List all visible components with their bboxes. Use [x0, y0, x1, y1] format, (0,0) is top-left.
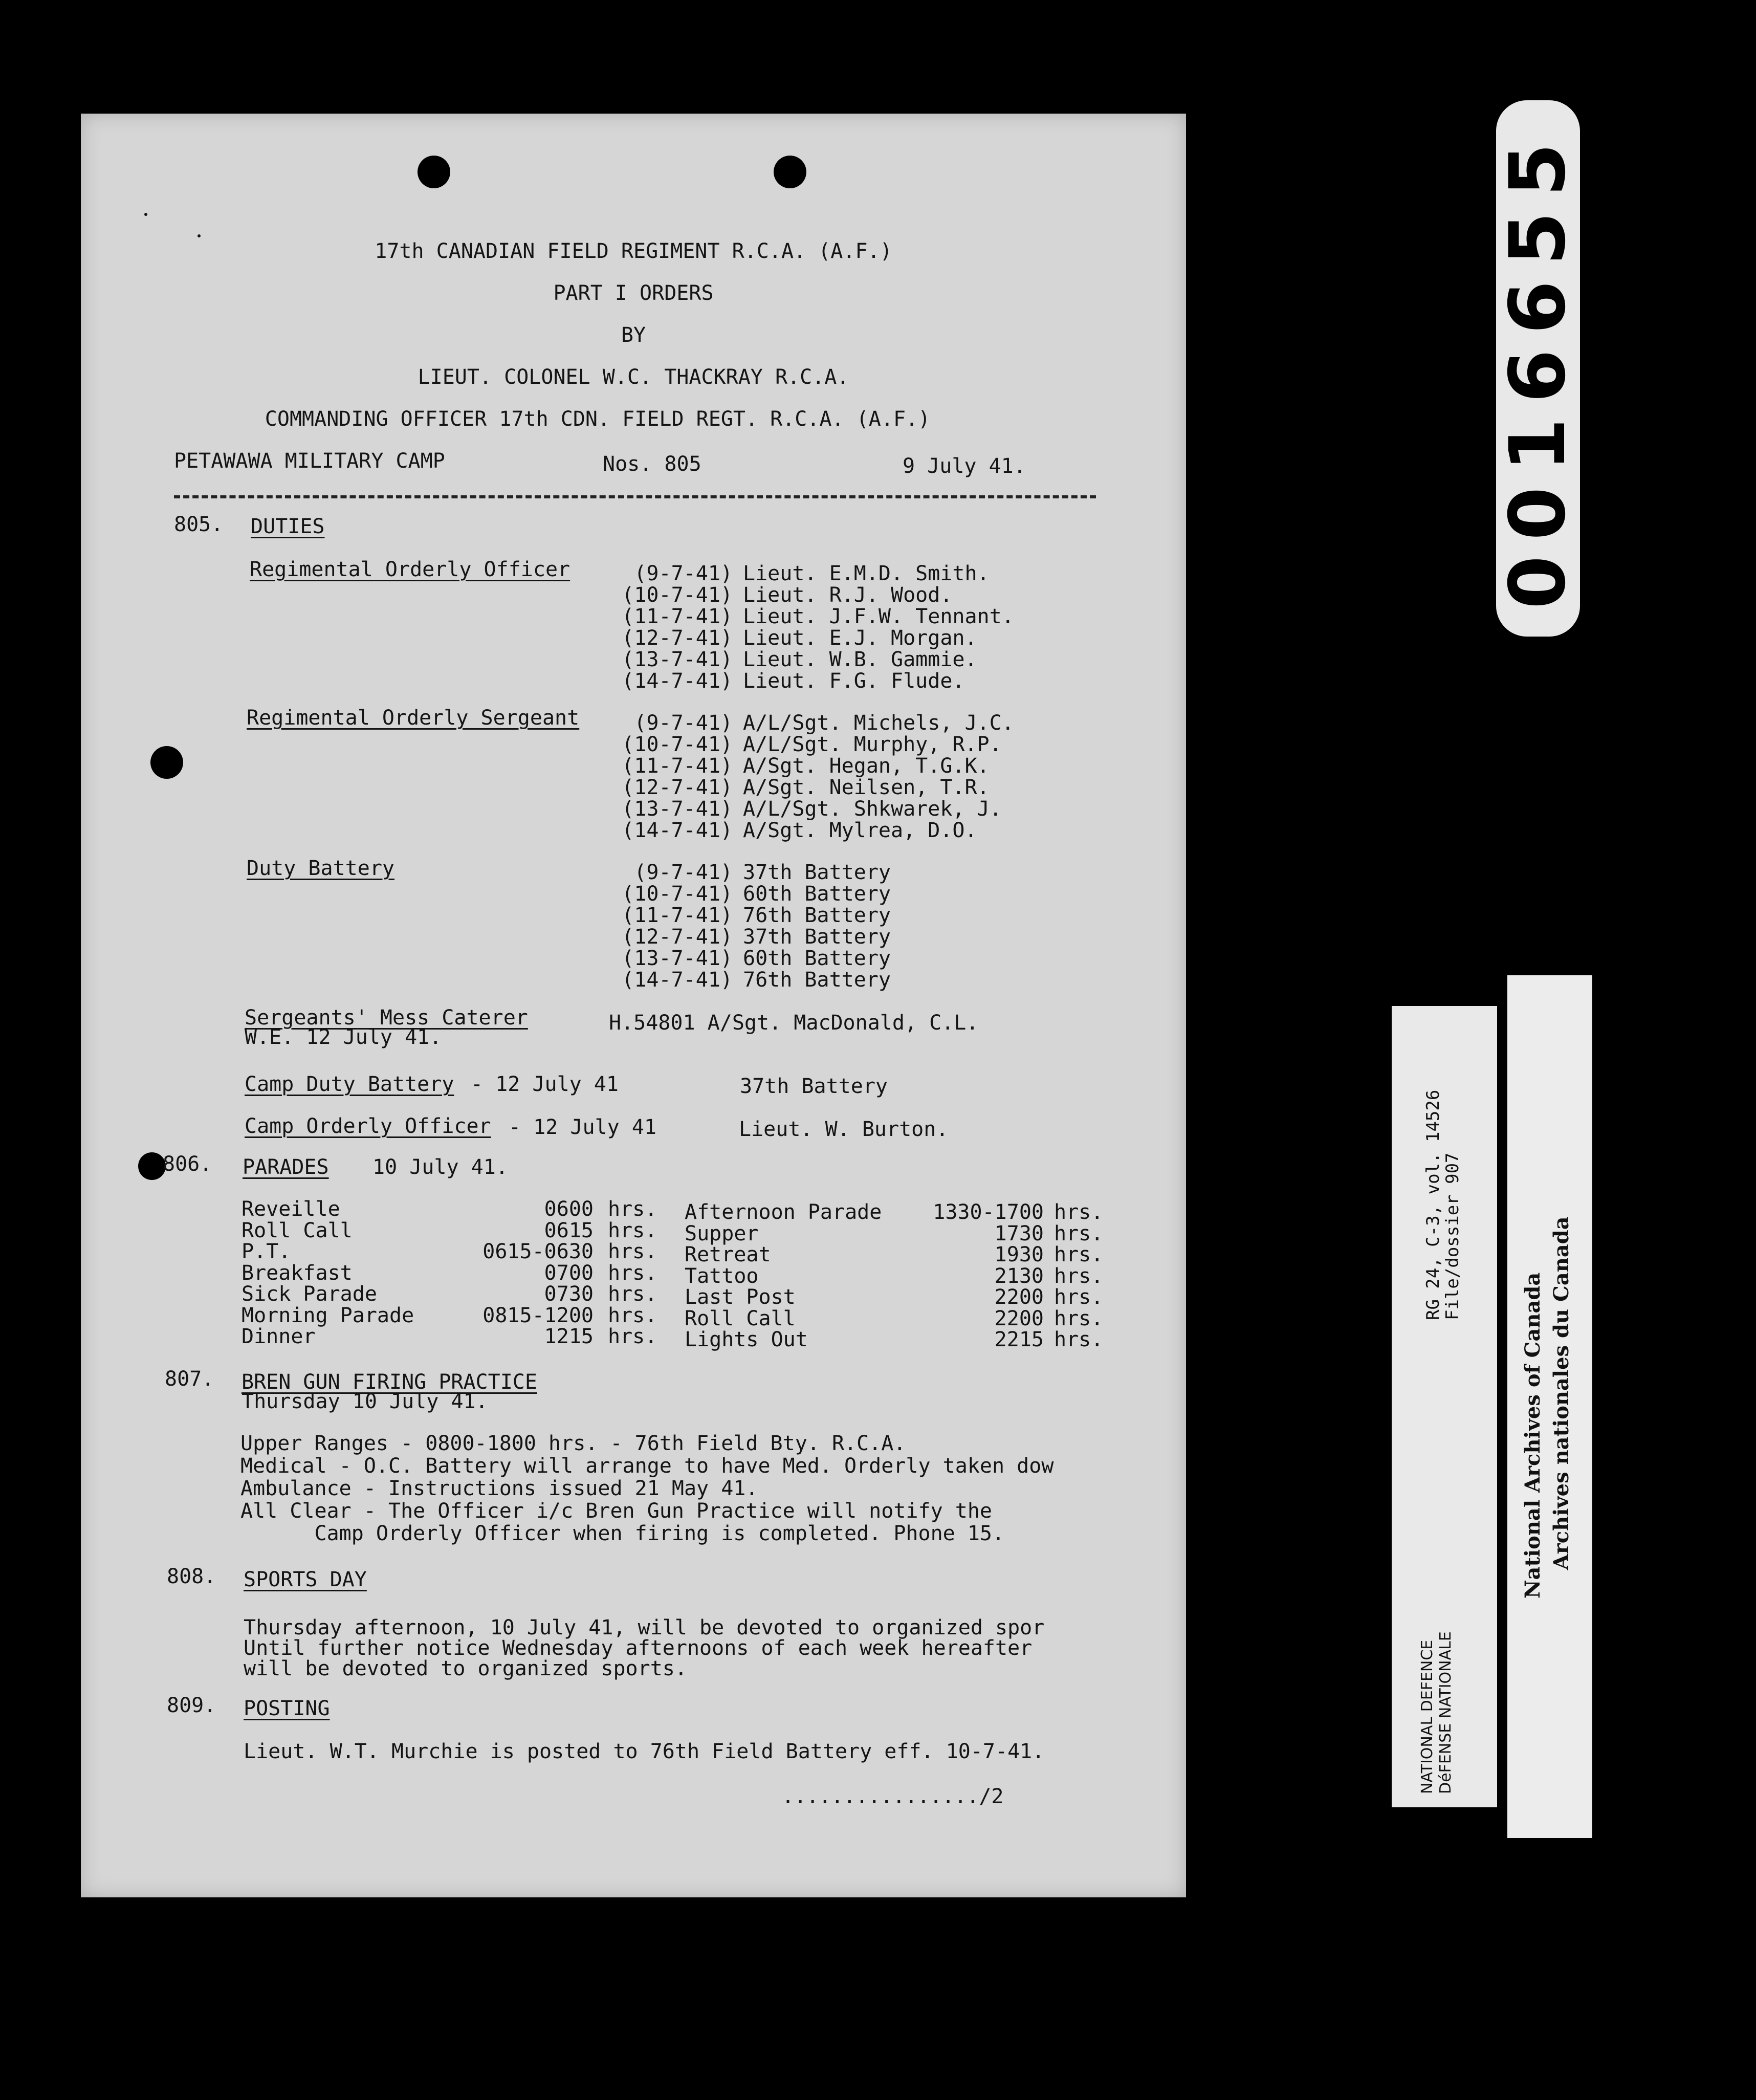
duty-assignee: A/Sgt. Mylrea, D.O. [743, 819, 977, 842]
posting-text: Lieut. W.T. Murchie is posted to 76th Field Battery eff. 10-7-41. [244, 1740, 1045, 1763]
parade-time: 0615-0630 [482, 1240, 594, 1263]
bren-line: Medical - O.C. Battery will arrange to have Med. Orderly taken dow [240, 1454, 1054, 1478]
bren-line: Camp Orderly Officer when firing is completed. Phone 15. [240, 1522, 1005, 1545]
parade-name: Roll Call [685, 1306, 796, 1330]
bren-line: Upper Ranges - 0800-1800 hrs. - 76th Field Bty. R.C.A. [240, 1432, 906, 1455]
speck [144, 213, 147, 216]
parade-time: 0815-1200 [482, 1303, 594, 1327]
duty-date: (13-7-41) [622, 648, 733, 671]
section-heading: BREN GUN FIRING PRACTICE [242, 1370, 537, 1394]
parade-name: Retreat [685, 1243, 771, 1266]
commander: LIEUT. COLONEL W.C. THACKRAY R.C.A. [418, 365, 849, 389]
parade-time: 0600 [544, 1197, 594, 1221]
section-number: 805. [174, 513, 224, 536]
duty-assignee: A/L/Sgt. Shkwarek, J. [743, 797, 1002, 821]
camp-duty-label: Camp Duty Battery [245, 1073, 454, 1096]
section-number: 809. [167, 1694, 216, 1717]
duty-date: (13-7-41) [622, 797, 733, 821]
camp-officer-label: Camp Orderly Officer [245, 1114, 491, 1138]
parade-unit: hrs. [608, 1282, 657, 1306]
duty-date: (14-7-41) [622, 669, 733, 693]
duty-assignee: 37th Battery [743, 861, 891, 884]
parade-name: Last Post [685, 1285, 796, 1309]
camp-officer-date: - 12 July 41 [509, 1115, 656, 1139]
duty-date: (13-7-41) [622, 947, 733, 970]
section-number: 807. [165, 1367, 214, 1391]
mess-caterer-label: Sergeants' Mess Caterer [245, 1006, 528, 1030]
defence-label [1392, 1006, 1497, 1807]
parade-unit: hrs. [608, 1325, 657, 1348]
parade-name: Roll Call [242, 1218, 353, 1242]
parade-unit: hrs. [1054, 1221, 1104, 1245]
parade-name: Reveille [242, 1197, 340, 1221]
parade-time: 0700 [544, 1261, 594, 1285]
duty-date: (10-7-41) [622, 733, 733, 756]
parade-time: 1930 [994, 1243, 1044, 1266]
camp-duty-battery: 37th Battery [740, 1075, 888, 1098]
punch-hole [138, 1152, 166, 1180]
parade-name: Lights Out [685, 1328, 808, 1351]
duty-date: (10-7-41) [622, 882, 733, 906]
parades-date: 10 July 41. [372, 1155, 508, 1179]
appointment: COMMANDING OFFICER 17th CDN. FIELD REGT. R.C.A. (A.F.) [265, 407, 931, 431]
duty-assignee: A/Sgt. Hegan, T.G.K. [743, 754, 990, 778]
parade-unit: hrs. [1054, 1306, 1104, 1330]
camp-duty-date: - 12 July 41 [471, 1073, 619, 1096]
bren-line: Ambulance - Instructions issued 21 May 41. [240, 1477, 758, 1500]
sports-line: Until further notice Wednesday afternoons of each week hereafter [244, 1636, 1033, 1660]
parade-unit: hrs. [1054, 1328, 1104, 1351]
parade-unit: hrs. [608, 1303, 657, 1327]
duty-assignee: A/L/Sgt. Murphy, R.P. [743, 733, 1002, 756]
section-heading: SPORTS DAY [244, 1568, 367, 1591]
duty-date: (9-7-41) [634, 562, 733, 585]
parade-time: 2215 [994, 1328, 1044, 1351]
camp-officer-name: Lieut. W. Burton. [739, 1118, 949, 1141]
duty-assignee: A/Sgt. Neilsen, T.R. [743, 776, 990, 799]
punch-hole [150, 746, 183, 779]
duty-assignee: Lieut. E.M.D. Smith. [743, 562, 990, 585]
duty-assignee: A/L/Sgt. Michels, J.C. [743, 711, 1014, 735]
sports-line: Thursday afternoon, 10 July 41, will be devoted to organized spor [244, 1616, 1045, 1639]
duty-date: (9-7-41) [634, 711, 733, 735]
parade-time: 2200 [994, 1285, 1044, 1309]
section-number: 806. [163, 1152, 212, 1176]
archives-label [1507, 975, 1592, 1838]
parade-unit: hrs. [1054, 1285, 1104, 1309]
duty-assignee: 37th Battery [743, 925, 891, 949]
order-number: Nos. 805 [603, 452, 701, 476]
speck [197, 234, 201, 237]
parade-unit: hrs. [608, 1261, 657, 1285]
parade-time: 0615 [544, 1218, 594, 1242]
mess-caterer-name: H.54801 A/Sgt. MacDonald, C.L. [609, 1011, 979, 1035]
duty-assignee: 60th Battery [743, 882, 891, 906]
section-number: 808. [167, 1565, 216, 1588]
duty-assignee: 76th Battery [743, 968, 891, 992]
punch-hole [418, 156, 450, 188]
section-heading: PARADES [243, 1155, 329, 1179]
parade-name: Morning Parade [242, 1303, 414, 1327]
orderly-sergeant-label: Regimental Orderly Sergeant [247, 706, 580, 730]
parade-unit: hrs. [1054, 1200, 1104, 1224]
parade-unit: hrs. [608, 1197, 657, 1221]
parade-name: Tattoo [685, 1264, 759, 1288]
defence-text: NATIONAL DEFENCE DéFENSE NATIONALE [1418, 1631, 1455, 1794]
order-date: 9 July 41. [903, 454, 1026, 478]
duty-date: (14-7-41) [622, 819, 733, 842]
sports-line: will be devoted to organized sports. [244, 1657, 687, 1680]
mess-caterer-week: W.E. 12 July 41. [245, 1025, 442, 1049]
continuation-marker: ................/2 [782, 1785, 1004, 1808]
duty-assignee: Lieut. J.F.W. Tennant. [743, 605, 1014, 628]
duty-assignee: Lieut. W.B. Gammie. [743, 648, 977, 671]
parade-time: 2130 [994, 1264, 1044, 1288]
parade-time: 2200 [994, 1306, 1044, 1330]
parade-time: 1330-1700 [933, 1200, 1044, 1224]
punch-hole [774, 156, 806, 188]
unit-title: 17th CANADIAN FIELD REGIMENT R.C.A. (A.F.) [375, 239, 892, 263]
duty-assignee: 76th Battery [743, 904, 891, 927]
parade-name: Dinner [242, 1325, 316, 1348]
archive-reference: RG 24, C-3, vol. 14526 File/dossier 907 [1423, 1089, 1463, 1320]
duty-assignee: Lieut. R.J. Wood. [743, 583, 953, 607]
parade-name: Sick Parade [242, 1282, 377, 1306]
archives-text: National Archives of Canada Archives nationales du Canada [1521, 1216, 1573, 1599]
duty-date: (10-7-41) [622, 583, 733, 607]
location: PETAWAWA MILITARY CAMP [174, 449, 445, 473]
separator-line [174, 495, 1096, 498]
parade-name: Afternoon Parade [685, 1200, 882, 1224]
duty-date: (12-7-41) [622, 925, 733, 949]
parade-name: P.T. [242, 1240, 291, 1263]
bren-subheading: Thursday 10 July 41. [242, 1390, 488, 1413]
parade-time: 1215 [544, 1325, 594, 1348]
bren-line: All Clear - The Officer i/c Bren Gun Practice will notify the [240, 1499, 993, 1523]
duty-assignee: Lieut. F.G. Flude. [743, 669, 965, 693]
parade-time: 0730 [544, 1282, 594, 1306]
duty-assignee: 60th Battery [743, 947, 891, 970]
archive-number-stamp [1494, 100, 1583, 637]
duty-date: (11-7-41) [622, 605, 733, 628]
duty-date: (12-7-41) [622, 626, 733, 650]
duty-date: (14-7-41) [622, 968, 733, 992]
parade-name: Supper [685, 1221, 759, 1245]
duty-assignee: Lieut. E.J. Morgan. [743, 626, 977, 650]
duty-battery-label: Duty Battery [247, 857, 394, 880]
section-heading: POSTING [244, 1697, 330, 1720]
parade-unit: hrs. [1054, 1264, 1104, 1288]
archive-number: 0016655 [1494, 127, 1583, 609]
duty-date: (9-7-41) [634, 861, 733, 884]
orderly-officer-label: Regimental Orderly Officer [250, 558, 570, 581]
duty-date: (11-7-41) [622, 754, 733, 778]
parade-unit: hrs. [608, 1240, 657, 1263]
duty-date: (12-7-41) [622, 776, 733, 799]
parade-time: 1730 [994, 1221, 1044, 1245]
section-heading: DUTIES [251, 515, 325, 538]
parade-name: Breakfast [242, 1261, 353, 1285]
parade-unit: hrs. [608, 1218, 657, 1242]
parade-unit: hrs. [1054, 1243, 1104, 1266]
part-title: PART I ORDERS [553, 281, 714, 305]
duty-date: (11-7-41) [622, 904, 733, 927]
by-line: BY [621, 323, 646, 347]
